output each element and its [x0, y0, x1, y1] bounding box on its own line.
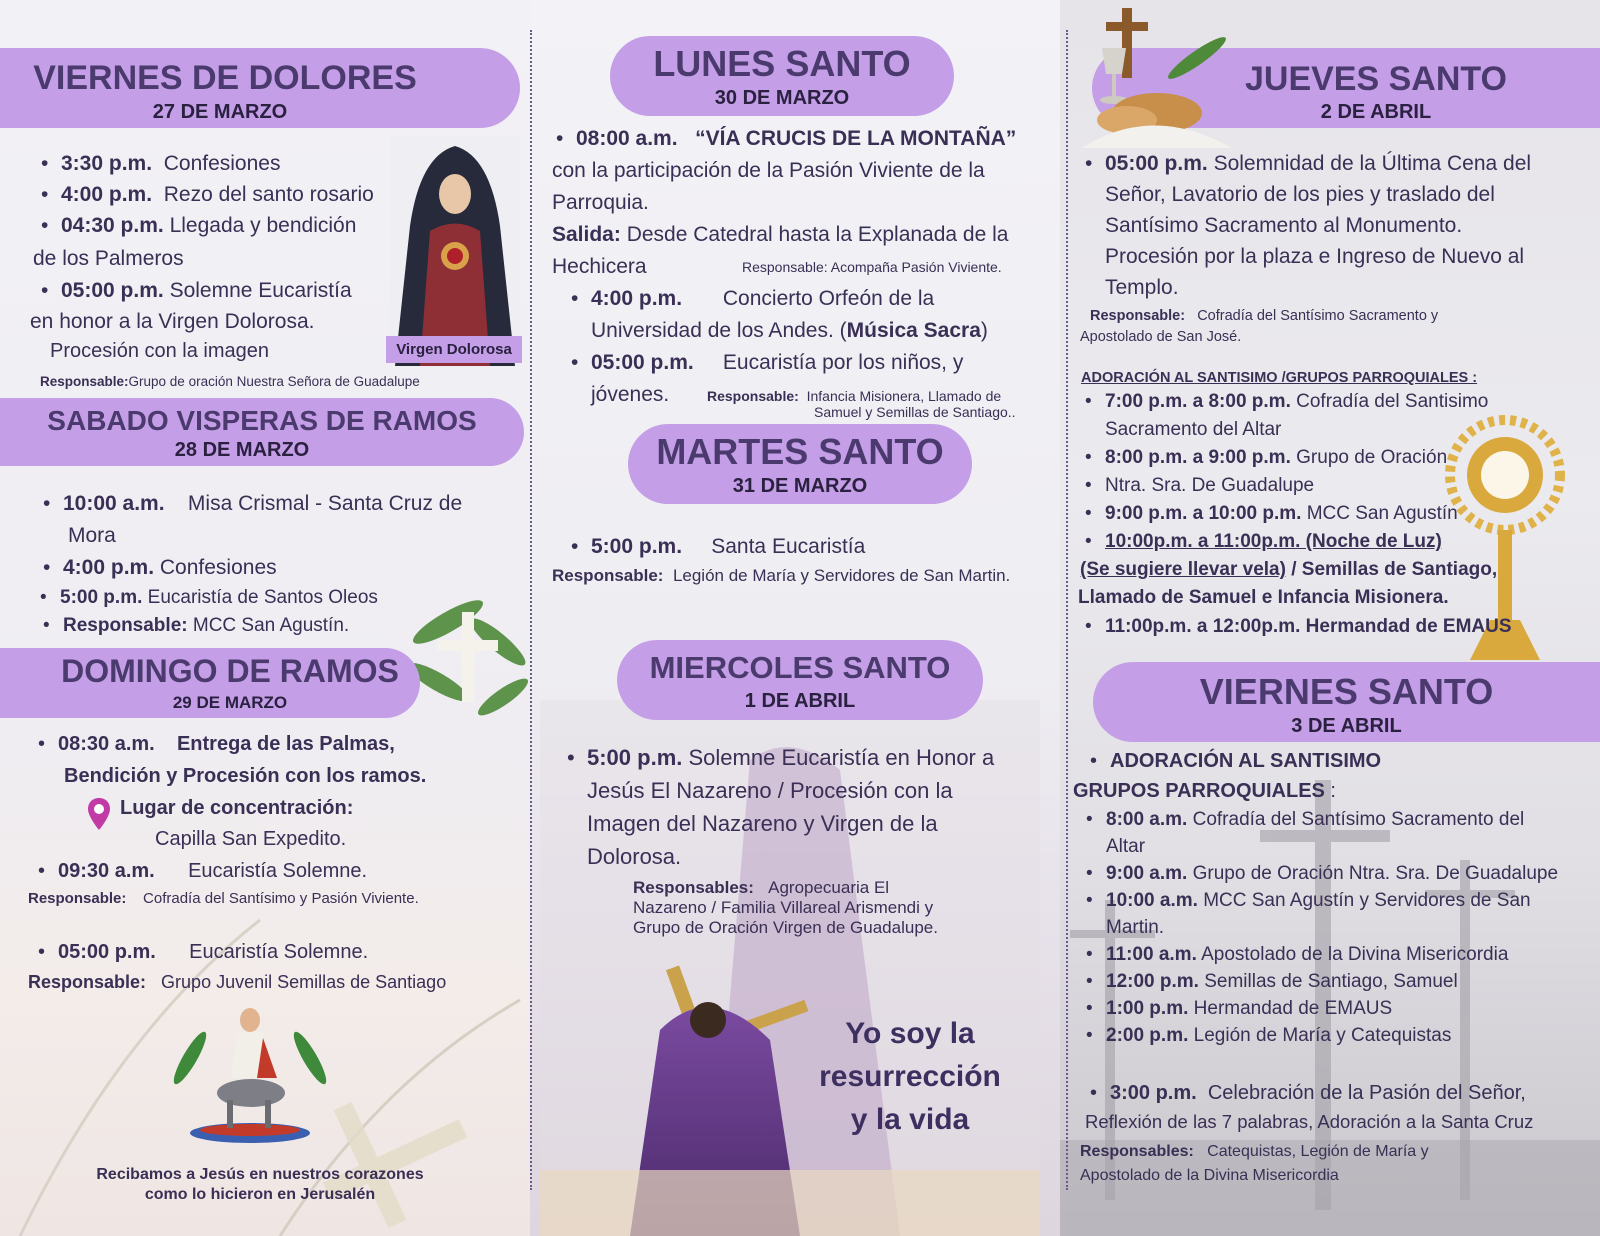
domingo-list-2	[30, 856, 510, 887]
viernes-santo-date: 3 DE ABRIL	[1291, 715, 1402, 737]
domingo-title: DOMINGO DE RAMOS	[61, 653, 399, 689]
martes-responsable: Responsable: Legión de María y Servidores de San Martin.	[552, 566, 1011, 585]
jesus-jerusalem-image	[165, 998, 335, 1148]
jueves-vela-line: (Se sugiere llevar vela) / Semillas de Santiago,	[1080, 559, 1498, 580]
list-item: • 05:00 p.m. Eucaristía por los niños, y	[563, 347, 1043, 378]
miercoles-header	[617, 640, 983, 720]
list-item: • 9:00 a.m. Grupo de Oración Ntra. Sra. De Guadalupe	[1078, 860, 1588, 887]
chalice-bread-image	[1082, 8, 1232, 148]
jueves-line-3: Santísimo Sacramento al Monumento.	[1105, 214, 1463, 237]
location-pin-icon	[88, 798, 110, 830]
domingo-responsable-1: Responsable: Cofradía del Santísimo y Pasión Viviente.	[28, 890, 419, 907]
viernes-dolores-list-2	[33, 275, 403, 306]
list-item-cont: Altar	[1106, 836, 1146, 857]
miercoles-responsable: Responsables: Agropecuaria El Nazareno / Familia Villareal Arismendi y Grupo de Oración Virgen de Guadalupe.	[633, 878, 938, 937]
sabado-header	[0, 398, 524, 466]
lunes-list-3	[563, 347, 1043, 378]
virgen-dolorosa-caption: Virgen Dolorosa	[386, 336, 522, 363]
list-item: • 10:00 a.m. MCC San Agustín y Servidores de San	[1078, 887, 1588, 914]
list-item: • 1:00 p.m. Hermandad de EMAUS	[1078, 995, 1588, 1022]
domingo-cont: Bendición y Procesión con los ramos.	[64, 765, 427, 787]
viernes-santo-header	[1093, 662, 1600, 742]
lunes-line-5: Hechicera	[552, 255, 647, 278]
viernes-dolores-date: 27 DE MARZO	[152, 101, 288, 123]
jueves-responsable: Responsable: Cofradía del Santísimo Sacramento y Apostolado de San José.	[1080, 308, 1439, 345]
lunes-date: 30 DE MARZO	[714, 87, 850, 109]
martes-list	[563, 531, 1043, 562]
list-item: • Responsable: MCC San Agustín.	[35, 610, 505, 641]
jueves-adoracion-header: ADORACIÓN AL SANTISIMO /GRUPOS PARROQUIALES :	[1081, 370, 1478, 386]
sabado-list-2	[35, 552, 505, 583]
domingo-place-label: Lugar de concentración:	[120, 797, 354, 819]
miercoles-date: 1 DE ABRIL	[744, 690, 856, 712]
lunes-title: LUNES SANTO	[653, 43, 911, 84]
jueves-adoracion-list-2	[1077, 444, 1577, 556]
domingo-header	[0, 648, 420, 718]
jueves-vela-line-2: Llamado de Samuel e Infancia Misionera.	[1078, 587, 1449, 608]
viernes-santo-responsable: Responsables: Catequistas, Legión de María y Apostolado de la Divina Misericordia	[1080, 1143, 1429, 1184]
list-item: • 11:00p.m. a 12:00p.m. Hermandad de EMAUS	[1077, 613, 1577, 641]
lunes-header	[610, 36, 954, 116]
list-item: • 9:00 p.m. a 10:00 p.m. MCC San Agustín	[1077, 500, 1577, 528]
list-item: • 5:00 p.m. Solemne Eucaristía en Honor a	[559, 741, 1039, 774]
jueves-line-4: Procesión por la plaza e Ingreso de Nuevo al	[1105, 245, 1525, 268]
palm-cross-image	[408, 582, 528, 732]
list-item: • 11:00 a.m. Apostolado de la Divina Misericordia	[1078, 941, 1588, 968]
miercoles-list	[559, 741, 1039, 774]
martes-header	[628, 424, 972, 504]
miercoles-line-4: Dolorosa.	[587, 844, 682, 869]
martes-title: MARTES SANTO	[656, 431, 944, 472]
jueves-line-2: Señor, Lavatorio de los pies y traslado del	[1105, 183, 1495, 206]
list-item: • 4:00 p.m. Rezo del santo rosario	[33, 179, 403, 210]
sabado-cont: Mora	[68, 524, 116, 547]
lunes-list-2	[563, 283, 1043, 314]
list-item: • 10:00p.m. a 11:00p.m. (Noche de Luz)	[1077, 528, 1577, 556]
lunes-line-3: Parroquia.	[552, 191, 649, 214]
jueves-line-5: Templo.	[1105, 276, 1179, 299]
list-item: • 05:00 p.m. Solemne Eucaristía	[33, 275, 403, 306]
viernes-santo-pasion-cont: Reflexión de las 7 palabras, Adoración a la Santa Cruz	[1085, 1111, 1534, 1132]
list-item: • 04:30 p.m. Llegada y bendición	[33, 210, 403, 241]
list-item: • 2:00 p.m. Legión de María y Catequistas	[1078, 1022, 1588, 1049]
list-item: • 8:00 a.m. Cofradía del Santísimo Sacramento del	[1078, 806, 1588, 833]
list-item: • 05:00 p.m. Eucaristía Solemne.	[30, 937, 510, 968]
panel-divider-right	[1066, 30, 1068, 1190]
lunes-salida: Salida: Desde Catedral hasta la Explanada de la	[552, 223, 1009, 246]
panel-divider-left	[530, 30, 532, 1190]
virgen-dolorosa-image	[390, 136, 520, 366]
jueves-date: 2 DE ABRIL	[1320, 101, 1432, 123]
sabado-date: 28 DE MARZO	[174, 439, 310, 461]
domingo-place: Capilla San Expedito.	[155, 828, 347, 850]
lunes-responsable-2: Responsable: Infancia Misionera, Llamado de Samuel y Semillas de Santiago..	[707, 388, 1016, 420]
lunes-cont-3: jóvenes.	[591, 383, 670, 406]
jueves-adoracion-list-3	[1077, 613, 1577, 641]
viernes-dolores-responsable: Responsable:Grupo de oración Nuestra Señora de Guadalupe	[40, 374, 420, 389]
viernes-santo-grupos: GRUPOS PARROQUIALES :	[1073, 780, 1336, 802]
list-item: • ADORACIÓN AL SANTISIMO	[1082, 746, 1582, 776]
domingo-responsable-2: Responsable: Grupo Juvenil Semillas de Santiago	[28, 972, 447, 992]
miercoles-title: MIERCOLES SANTO	[649, 650, 951, 685]
domingo-footer: Recibamos a Jesús en nuestros corazones como lo hicieron en Jerusalén	[96, 1166, 424, 1203]
list-item: • 12:00 p.m. Semillas de Santiago, Samuel	[1078, 968, 1588, 995]
list-item: • 09:30 a.m. Eucaristía Solemne.	[30, 856, 510, 887]
viernes-dolores-cont-3: Procesión con la imagen	[50, 340, 270, 362]
resurrection-quote: Yo soy la resurrección y la vida	[819, 1017, 1001, 1136]
jueves-adoracion-cont: Sacramento del Altar	[1105, 419, 1282, 440]
list-item: • 08:00 a.m. “VÍA CRUCIS DE LA MONTAÑA”	[548, 123, 1058, 154]
lunes-list	[548, 123, 1058, 154]
jueves-title: JUEVES SANTO	[1244, 60, 1507, 98]
viernes-dolores-header	[0, 48, 520, 128]
viernes-santo-title: VIERNES SANTO	[1199, 671, 1494, 712]
list-item: • 4:00 p.m. Confesiones	[35, 552, 505, 583]
list-item-cont: Martin.	[1106, 917, 1165, 938]
miercoles-line-3: Imagen del Nazareno y Virgen de la	[587, 811, 938, 836]
viernes-dolores-cont-2: en honor a la Virgen Dolorosa.	[30, 310, 315, 333]
sabado-title: SABADO VISPERAS DE RAMOS	[47, 405, 477, 436]
list-item: • 8:00 p.m. a 9:00 p.m. Grupo de Oración	[1077, 444, 1577, 472]
list-item: • 08:30 a.m. Entrega de las Palmas,	[30, 729, 510, 760]
list-item: • 7:00 p.m. a 8:00 p.m. Cofradía del Santisimo	[1077, 388, 1577, 416]
domingo-list	[30, 729, 510, 760]
list-item: • 3:00 p.m. Celebración de la Pasión del Señor,	[1082, 1078, 1592, 1108]
lunes-line-2: con la participación de la Pasión Viviente de la	[552, 159, 985, 182]
list-item: • 5:00 p.m. Eucaristía de Santos Oleos	[32, 582, 502, 613]
martes-date: 31 DE MARZO	[732, 475, 868, 497]
list-item: • 5:00 p.m. Santa Eucaristía	[563, 531, 1043, 562]
viernes-santo-adoracion	[1082, 746, 1582, 776]
list-item: • 05:00 p.m. Solemnidad de la Última Cena del	[1077, 148, 1597, 179]
viernes-santo-pasion	[1082, 1078, 1592, 1108]
miercoles-line-2: Jesús El Nazareno / Procesión con la	[587, 778, 953, 803]
viernes-santo-list	[1078, 806, 1588, 1049]
lunes-cont-2: Universidad de los Andes. (Música Sacra)	[591, 319, 988, 342]
viernes-dolores-title: VIERNES DE DOLORES	[33, 59, 417, 97]
jueves-list	[1077, 148, 1597, 179]
lunes-responsable-1: Responsable: Acompaña Pasión Viviente.	[742, 259, 1002, 275]
viernes-dolores-continuation: de los Palmeros	[33, 247, 184, 270]
domingo-date: 29 DE MARZO	[172, 693, 288, 712]
list-item: • 4:00 p.m. Concierto Orfeón de la	[563, 283, 1043, 314]
sabado-list	[35, 488, 505, 519]
list-item: • 10:00 a.m. Misa Crismal - Santa Cruz de	[35, 488, 505, 519]
viernes-dolores-list	[33, 148, 403, 241]
list-item: • 3:30 p.m. Confesiones	[33, 148, 403, 179]
jueves-adoracion-list	[1077, 388, 1577, 416]
domingo-list-3	[30, 937, 510, 968]
list-item: • Ntra. Sra. De Guadalupe	[1077, 472, 1577, 500]
